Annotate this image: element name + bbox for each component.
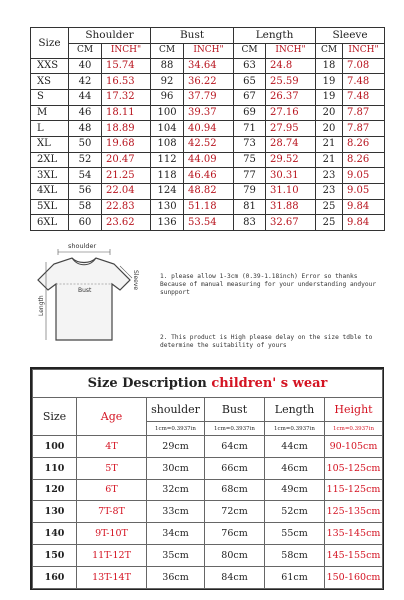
shoulder-cm-cell: 46 [69, 105, 102, 121]
kids-age-cell: 13T-14T [77, 566, 147, 588]
bust-cm-cell: 104 [151, 121, 184, 137]
kids-age-cell: 11T-12T [77, 544, 147, 566]
kids-size-row [33, 436, 383, 458]
kids-size-cell: 140 [33, 523, 77, 545]
kids-shoulder-cell: 30cm [147, 457, 205, 479]
sleeve-inch-cell: 9.84 [343, 199, 385, 215]
adult-size-row [31, 58, 385, 74]
length-inch-cell: 27.16 [266, 105, 316, 121]
header-shoulder: Shoulder [69, 28, 151, 44]
kids-size-cell: 110 [33, 457, 77, 479]
sleeve-inch-cell: 7.48 [343, 74, 385, 90]
length-cm-cell: 71 [234, 121, 266, 137]
length-inch-cell: 29.52 [266, 152, 316, 168]
conversion-note: 1cm=0.3937in [325, 422, 383, 436]
note-2-line-2: determine the suitability of yours [160, 342, 287, 349]
kids-size-row [33, 523, 383, 545]
length-cm-cell: 69 [234, 105, 266, 121]
unit-cm: CM [151, 44, 184, 58]
bust-inch-cell: 44.09 [184, 152, 234, 168]
header-bust: Bust [151, 28, 234, 44]
note-1-line-3: sunpport [160, 289, 190, 296]
t-shirt-icon [38, 258, 130, 340]
kids-age-cell: 4T [77, 436, 147, 458]
kids-height-cell: 105-125cm [325, 457, 383, 479]
kids-length-cell: 44cm [265, 436, 325, 458]
conversion-note: 1cm=0.3937in [147, 422, 205, 436]
length-cm-cell: 81 [234, 199, 266, 215]
kids-length-cell: 49cm [265, 479, 325, 501]
kids-shoulder-cell: 32cm [147, 479, 205, 501]
note-2 [160, 334, 372, 350]
adult-size-row [31, 199, 385, 215]
shoulder-cm-cell: 50 [69, 136, 102, 152]
kids-header-size: Size [33, 398, 77, 436]
shoulder-inch-cell: 23.62 [102, 215, 151, 231]
kids-size-cell: 150 [33, 544, 77, 566]
size-cell: 5XL [31, 199, 69, 215]
kids-header-shoulder: shoulder [147, 398, 205, 422]
length-inch-cell: 31.88 [266, 199, 316, 215]
kids-age-cell: 9T-10T [77, 523, 147, 545]
bust-inch-cell: 39.37 [184, 105, 234, 121]
bust-inch-cell: 40.94 [184, 121, 234, 137]
kids-title [33, 370, 383, 398]
sleeve-inch-cell: 7.87 [343, 121, 385, 137]
size-cell: XL [31, 136, 69, 152]
bust-cm-cell: 96 [151, 89, 184, 105]
kids-bust-cell: 84cm [205, 566, 265, 588]
kids-shoulder-cell: 35cm [147, 544, 205, 566]
adult-size-row [31, 136, 385, 152]
unit-cm: CM [69, 44, 102, 58]
size-cell: XXS [31, 58, 69, 74]
kids-bust-cell: 68cm [205, 479, 265, 501]
kids-size-cell: 100 [33, 436, 77, 458]
sleeve-inch-cell: 9.84 [343, 215, 385, 231]
unit-inch: INCH" [266, 44, 316, 58]
kids-size-table [32, 369, 383, 589]
header-size: Size [31, 28, 69, 59]
sleeve-inch-cell: 7.08 [343, 58, 385, 74]
kids-header-bust: Bust [205, 398, 265, 422]
bust-cm-cell: 118 [151, 168, 184, 184]
length-inch-cell: 25.59 [266, 74, 316, 90]
kids-bust-cell: 64cm [205, 436, 265, 458]
adult-size-table [30, 27, 385, 231]
kids-title-prefix: Size Description [87, 376, 207, 391]
length-inch-cell: 30.31 [266, 168, 316, 184]
unit-cm: CM [234, 44, 266, 58]
shoulder-cm-cell: 52 [69, 152, 102, 168]
sleeve-inch-cell: 8.26 [343, 136, 385, 152]
shoulder-inch-cell: 17.32 [102, 89, 151, 105]
kids-size-row [33, 566, 383, 588]
shoulder-cm-cell: 58 [69, 199, 102, 215]
shoulder-inch-cell: 16.53 [102, 74, 151, 90]
kids-height-cell: 150-160cm [325, 566, 383, 588]
kids-length-cell: 58cm [265, 544, 325, 566]
adult-size-row [31, 183, 385, 199]
kids-header-height: Height [325, 398, 383, 422]
header-sleeve: Sleeve [316, 28, 385, 44]
kids-age-cell: 7T-8T [77, 501, 147, 523]
size-cell: 2XL [31, 152, 69, 168]
bust-inch-cell: 53.54 [184, 215, 234, 231]
kids-age-cell: 5T [77, 457, 147, 479]
adult-size-row [31, 168, 385, 184]
sleeve-cm-cell: 25 [316, 215, 343, 231]
adult-size-row [31, 105, 385, 121]
adult-size-row [31, 89, 385, 105]
kids-height-cell: 90-105cm [325, 436, 383, 458]
kids-title-row [33, 370, 383, 398]
length-cm-cell: 79 [234, 183, 266, 199]
sleeve-cm-cell: 21 [316, 152, 343, 168]
shoulder-inch-cell: 22.04 [102, 183, 151, 199]
kids-shoulder-cell: 36cm [147, 566, 205, 588]
kids-height-cell: 125-135cm [325, 501, 383, 523]
note-1-line-1: 1. please allow 1-3cm (0.39-1.18inch) Error so thanks [160, 273, 358, 280]
bust-cm-cell: 124 [151, 183, 184, 199]
kids-shoulder-cell: 33cm [147, 501, 205, 523]
label-bust: Bust [78, 287, 92, 294]
sleeve-cm-cell: 21 [316, 136, 343, 152]
kids-length-cell: 61cm [265, 566, 325, 588]
bust-cm-cell: 108 [151, 136, 184, 152]
bust-cm-cell: 136 [151, 215, 184, 231]
size-cell: M [31, 105, 69, 121]
kids-header-length: Length [265, 398, 325, 422]
bust-inch-cell: 37.79 [184, 89, 234, 105]
kids-age-cell: 6T [77, 479, 147, 501]
bust-cm-cell: 130 [151, 199, 184, 215]
kids-size-row [33, 544, 383, 566]
size-cell: L [31, 121, 69, 137]
length-inch-cell: 31.10 [266, 183, 316, 199]
length-inch-cell: 28.74 [266, 136, 316, 152]
length-cm-cell: 73 [234, 136, 266, 152]
sleeve-cm-cell: 20 [316, 121, 343, 137]
bust-inch-cell: 42.52 [184, 136, 234, 152]
shoulder-cm-cell: 42 [69, 74, 102, 90]
shoulder-inch-cell: 21.25 [102, 168, 151, 184]
conversion-note: 1cm=0.3937in [205, 422, 265, 436]
shoulder-inch-cell: 22.83 [102, 199, 151, 215]
sleeve-inch-cell: 7.48 [343, 89, 385, 105]
shoulder-cm-cell: 40 [69, 58, 102, 74]
shoulder-cm-cell: 44 [69, 89, 102, 105]
length-inch-cell: 32.67 [266, 215, 316, 231]
bust-inch-cell: 46.46 [184, 168, 234, 184]
adult-size-row [31, 74, 385, 90]
sleeve-cm-cell: 19 [316, 89, 343, 105]
sleeve-cm-cell: 20 [316, 105, 343, 121]
sleeve-cm-cell: 18 [316, 58, 343, 74]
label-shoulder: shoulder [68, 242, 97, 250]
kids-height-cell: 115-125cm [325, 479, 383, 501]
size-cell: 4XL [31, 183, 69, 199]
kids-size-row [33, 501, 383, 523]
bust-inch-cell: 51.18 [184, 199, 234, 215]
bust-inch-cell: 34.64 [184, 58, 234, 74]
adult-unit-row [31, 44, 385, 58]
sleeve-cm-cell: 25 [316, 199, 343, 215]
conversion-note: 1cm=0.3937in [265, 422, 325, 436]
kids-height-cell: 145-155cm [325, 544, 383, 566]
kids-size-cell: 160 [33, 566, 77, 588]
length-inch-cell: 26.37 [266, 89, 316, 105]
adult-size-row [31, 215, 385, 231]
sleeve-cm-cell: 19 [316, 74, 343, 90]
length-cm-cell: 75 [234, 152, 266, 168]
unit-inch: INCH" [343, 44, 385, 58]
kids-length-cell: 55cm [265, 523, 325, 545]
length-cm-cell: 63 [234, 58, 266, 74]
shoulder-inch-cell: 18.89 [102, 121, 151, 137]
kids-bust-cell: 76cm [205, 523, 265, 545]
kids-size-cell: 130 [33, 501, 77, 523]
kids-height-cell: 135-145cm [325, 523, 383, 545]
shoulder-inch-cell: 15.74 [102, 58, 151, 74]
length-cm-cell: 67 [234, 89, 266, 105]
sleeve-inch-cell: 9.05 [343, 183, 385, 199]
size-cell: 3XL [31, 168, 69, 184]
length-cm-cell: 77 [234, 168, 266, 184]
kids-shoulder-cell: 34cm [147, 523, 205, 545]
kids-title-highlight: children' s wear [211, 376, 328, 391]
shoulder-inch-cell: 18.11 [102, 105, 151, 121]
adult-header-row [31, 28, 385, 44]
sleeve-inch-cell: 9.05 [343, 168, 385, 184]
unit-cm: CM [316, 44, 343, 58]
kids-size-cell: 120 [33, 479, 77, 501]
kids-header-row [33, 398, 383, 422]
kids-shoulder-cell: 29cm [147, 436, 205, 458]
adult-size-row [31, 121, 385, 137]
kids-bust-cell: 80cm [205, 544, 265, 566]
kids-size-row [33, 457, 383, 479]
sleeve-inch-cell: 8.26 [343, 152, 385, 168]
kids-bust-cell: 66cm [205, 457, 265, 479]
note-1 [160, 273, 376, 297]
shoulder-cm-cell: 56 [69, 183, 102, 199]
shoulder-cm-cell: 54 [69, 168, 102, 184]
bust-inch-cell: 36.22 [184, 74, 234, 90]
bust-cm-cell: 92 [151, 74, 184, 90]
kids-header-age: Age [77, 398, 147, 436]
kids-size-row [33, 479, 383, 501]
bust-cm-cell: 100 [151, 105, 184, 121]
header-length: Length [234, 28, 316, 44]
bust-cm-cell: 112 [151, 152, 184, 168]
shoulder-cm-cell: 60 [69, 215, 102, 231]
sleeve-cm-cell: 23 [316, 183, 343, 199]
kids-length-cell: 46cm [265, 457, 325, 479]
unit-inch: INCH" [102, 44, 151, 58]
note-2-line-1: 2. This product is High please delay on the size tdble to [160, 334, 373, 341]
sleeve-inch-cell: 7.87 [343, 105, 385, 121]
label-length: Length [38, 295, 45, 316]
size-cell: XS [31, 74, 69, 90]
label-sleeve: Sleeve [132, 270, 139, 291]
size-cell: 6XL [31, 215, 69, 231]
kids-length-cell: 52cm [265, 501, 325, 523]
shoulder-cm-cell: 48 [69, 121, 102, 137]
kids-bust-cell: 72cm [205, 501, 265, 523]
length-cm-cell: 65 [234, 74, 266, 90]
adult-size-row [31, 152, 385, 168]
bust-cm-cell: 88 [151, 58, 184, 74]
sleeve-cm-cell: 23 [316, 168, 343, 184]
length-cm-cell: 83 [234, 215, 266, 231]
length-inch-cell: 27.95 [266, 121, 316, 137]
bust-inch-cell: 48.82 [184, 183, 234, 199]
length-inch-cell: 24.8 [266, 58, 316, 74]
shoulder-inch-cell: 19.68 [102, 136, 151, 152]
shoulder-inch-cell: 20.47 [102, 152, 151, 168]
size-cell: S [31, 89, 69, 105]
note-1-line-2: Because of manual measuring for your understanding andyour [160, 281, 377, 288]
t-shirt-illustration [34, 240, 144, 350]
unit-inch: INCH" [184, 44, 234, 58]
